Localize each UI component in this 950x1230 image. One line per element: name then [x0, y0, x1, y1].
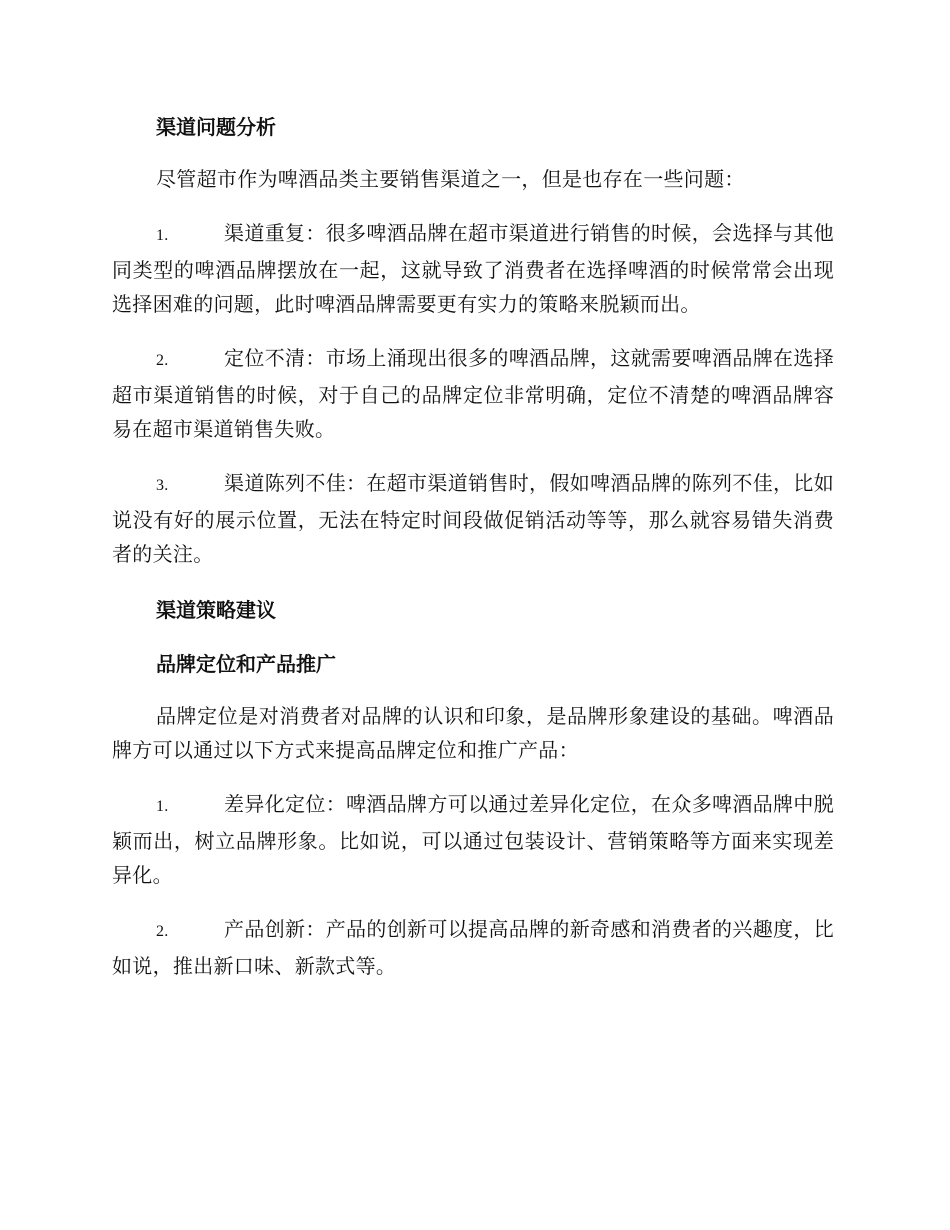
list-item [112, 341, 834, 446]
list-number: 1. [156, 227, 169, 244]
list-item [112, 466, 834, 571]
list-item-text: 渠道陈列不佳：在超市渠道销售时，假如啤酒品牌的陈列不佳，比如说没有好的展示位置，无法在特定时间段做促销活动等等，那么就容易错失消费者的关注。 [112, 471, 834, 566]
subheading-brand-positioning: 品牌定位和产品推广 [156, 652, 336, 676]
section-heading-channel-issues: 渠道问题分析 [156, 115, 276, 139]
list-item [112, 912, 834, 983]
list-number: 2. [156, 923, 169, 940]
list-item [112, 216, 834, 321]
list-item-text: 定位不清：市场上涌现出很多的啤酒品牌，这就需要啤酒品牌在选择超市渠道销售的时候，对于自己的品牌定位非常明确，定位不清楚的啤酒品牌容易在超市渠道销售失败。 [112, 346, 834, 441]
paragraph-channel-issues-intro: 尽管超市作为啤酒品类主要销售渠道之一，但是也存在一些问题： [156, 167, 745, 191]
paragraph-brand-positioning-intro: 品牌定位是对消费者对品牌的认识和印象，是品牌形象建设的基础。啤酒品牌方可以通过以下方式来提高品牌定位和推广产品： [112, 704, 834, 762]
list-number: 2. [156, 352, 169, 369]
list-number: 3. [156, 477, 169, 494]
list-item-text: 产品创新：产品的创新可以提高品牌的新奇感和消费者的兴趣度，比如说，推出新口味、新款式等。 [112, 917, 834, 978]
list-item-text: 渠道重复：很多啤酒品牌在超市渠道进行销售的时候，会选择与其他同类型的啤酒品牌摆放在一起，这就导致了消费者在选择啤酒的时候常常会出现选择困难的问题，此时啤酒品牌需要更有实力的策略来脱颖而出。 [112, 221, 834, 316]
list-item [112, 787, 834, 892]
section-heading-channel-strategy: 渠道策略建议 [156, 598, 276, 622]
document-body [112, 108, 834, 1003]
list-number: 1. [156, 798, 169, 815]
list-item-text: 差异化定位：啤酒品牌方可以通过差异化定位，在众多啤酒品牌中脱颖而出，树立品牌形象。比如说，可以通过包装设计、营销策略等方面来实现差异化。 [112, 792, 834, 887]
